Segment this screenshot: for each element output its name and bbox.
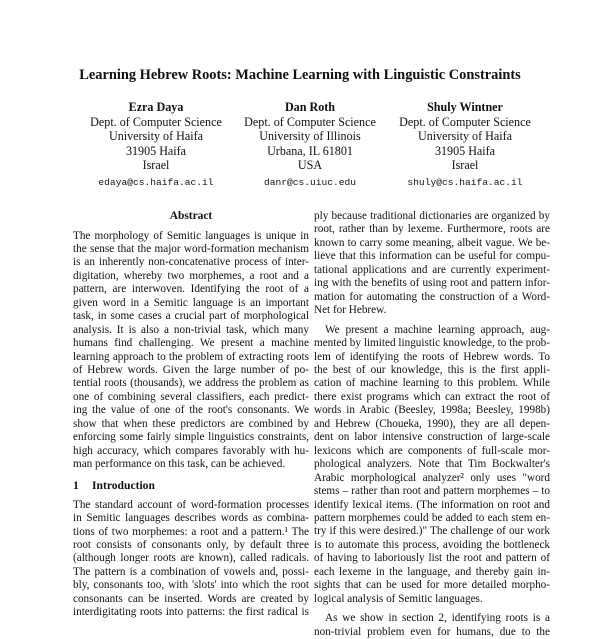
text-line: root, rather than by lexeme. Furthermore, roots are (314, 223, 550, 236)
text-line: enforcing some fairly simple linguistics constraints, (73, 431, 309, 444)
author-email: shuly@cs.haifa.ac.il (407, 176, 523, 188)
text-line: logical analysis of Semitic languages. (314, 592, 483, 605)
text-line: learning approach to the problem of extracting roots (73, 350, 309, 363)
text-line: identify lexical items. (The information on root and (314, 498, 550, 511)
author-dept: Dept. of Computer Science (399, 114, 531, 129)
text-line: show that when these predictors are combined by (73, 417, 309, 430)
text-line: tions of two morphemes: a root and a pattern.¹ The (73, 525, 309, 538)
paragraph (314, 612, 550, 639)
text-line: given word in a Semitic language is an important (73, 296, 309, 309)
text-line: sights that can be used for more detailed morpho- (314, 579, 550, 592)
text-line: words in Arabic (Beesley, 1998a; Beesley, 1998b) (314, 404, 550, 417)
text-line: each lexeme in the language, and thereby gain in- (314, 565, 550, 578)
text-line: lieve that this information can be useful for compu- (314, 250, 550, 263)
text-line: in Semitic languages describes words as combina- (73, 512, 309, 525)
text-line: tential roots (thousands), we address the problem as (73, 377, 309, 390)
text-line: mation for automating the construction of a Word- (314, 290, 550, 303)
text-line: the sense that the major word-formation mechanism (73, 242, 309, 255)
author-country: Israel (142, 158, 170, 173)
author-dept: Dept. of Computer Science (244, 114, 376, 129)
paragraph (314, 324, 550, 607)
text-line: ply because traditional dictionaries are organized by (314, 210, 550, 222)
section-number: 1 (73, 478, 79, 492)
author-name: Shuly Wintner (427, 100, 503, 114)
text-line: lem of identifying the roots of Hebrew words. To (314, 350, 550, 363)
text-line: We present a machine learning approach, aug- (325, 323, 550, 336)
text-line: Arabic morphological analyzer² only uses "word (314, 471, 550, 484)
author-city: Urbana, IL 61801 (267, 143, 353, 158)
text-line: phological analyzers. Note that Tim Bockwalter's (314, 458, 550, 471)
text-line: The morphology of Semitic languages is unique in (73, 229, 309, 242)
intro-body (73, 499, 309, 620)
text-line: high accuracy, which compares favorably with hu- (73, 444, 309, 457)
text-line: non-trivial problem even for humans, due to the (314, 625, 550, 638)
abstract-body (73, 230, 309, 472)
text-line: of Hebrew words. Given the large number of po- (73, 364, 309, 377)
text-line: is an inherently non-concatenative process of inter- (73, 256, 309, 269)
author-country: USA (297, 158, 323, 173)
text-line: pattern, are interwoven. Identifying the root of a (73, 283, 309, 296)
author-block (76, 100, 236, 191)
text-line: known to carry some meaning, albeit vague. We be- (314, 236, 550, 249)
text-line: interdigitating roots into patterns: the first radical is (73, 606, 309, 619)
text-line: analysis. It is also a non-trivial task, which many (73, 323, 309, 336)
section-title: Introduction (92, 478, 155, 492)
author-university: University of Illinois (259, 129, 361, 144)
text-line: Net for Hebrew. (314, 304, 387, 317)
text-line: try if this were desired.)" The challenge of our work (314, 525, 550, 538)
abstract-heading: Abstract (169, 210, 213, 222)
author-city: 31905 Haifa (125, 143, 187, 158)
author-university: University of Haifa (417, 129, 513, 144)
left-column (73, 210, 309, 620)
text-line: there exist programs which can extract the root of (314, 390, 550, 403)
author-dept: Dept. of Computer Science (90, 114, 222, 129)
paper-title: Learning Hebrew Roots: Machine Learning with Linguistic Constraints (79, 67, 521, 83)
text-line: consonants can be inserted. Words are created by (73, 592, 309, 605)
text-line: task, in some cases a crucial part of morphological (73, 310, 309, 323)
text-line: one of combining several classifiers, each predict- (73, 390, 309, 403)
text-line: (although longer roots are known), called radicals. (73, 552, 309, 565)
author-block (230, 100, 390, 191)
text-line: pattern morphemes could be added to each stem en- (314, 511, 550, 524)
text-line: ing with the benefits of using root and pattern infor- (314, 277, 550, 290)
text-line: is to automate this process, avoiding the bottleneck (314, 538, 550, 551)
author-university: University of Haifa (108, 129, 204, 144)
author-city: 31905 Haifa (434, 143, 496, 158)
paragraph (314, 210, 550, 318)
text-line: The standard account of word-formation processes (73, 498, 309, 511)
text-line: ing the value of one of the root's consonants. We (73, 404, 309, 417)
text-line: digitation, whereby two morphemes, a root and a (73, 269, 309, 282)
text-line: tational applications and are currently experiment- (314, 263, 550, 276)
author-name: Dan Roth (284, 100, 336, 114)
text-line: The pattern is a combination of vowels and, possi- (73, 565, 309, 578)
author-name: Ezra Daya (128, 100, 184, 114)
section-heading (73, 479, 309, 493)
text-line: the best of our knowledge, this is the first appli- (314, 363, 550, 376)
text-line: dent on labor intensive construction of large-scale (314, 431, 550, 444)
text-line: stems – rather than root and pattern morphemes – to (314, 485, 550, 498)
author-block (385, 100, 545, 191)
text-line: bly, consonants too, with 'slots' into which the root (73, 579, 309, 592)
text-line: lexicons which are components of full-scale mor- (314, 444, 550, 457)
text-line: man performance on this task, can be achieved. (73, 458, 286, 471)
text-line: of having to laboriously list the root and pattern of (314, 552, 550, 565)
author-email: danr@cs.uiuc.edu (263, 176, 357, 188)
author-email: edaya@cs.haifa.ac.il (98, 176, 214, 188)
text-line: As we show in section 2, identifying roots is a (325, 612, 550, 625)
text-line: mented by limited linguistic knowledge, to the prob- (314, 337, 550, 350)
text-line: humans find challenging. We present a machine (73, 337, 309, 350)
right-column (314, 210, 550, 639)
text-line: cation of machine learning to this problem. While (314, 377, 550, 390)
text-line: and Hebrew (Choueka, 1990), they are all depen- (314, 417, 550, 430)
author-country: Israel (451, 158, 479, 173)
text-line: root consists of consonants only, by default three (73, 539, 309, 552)
